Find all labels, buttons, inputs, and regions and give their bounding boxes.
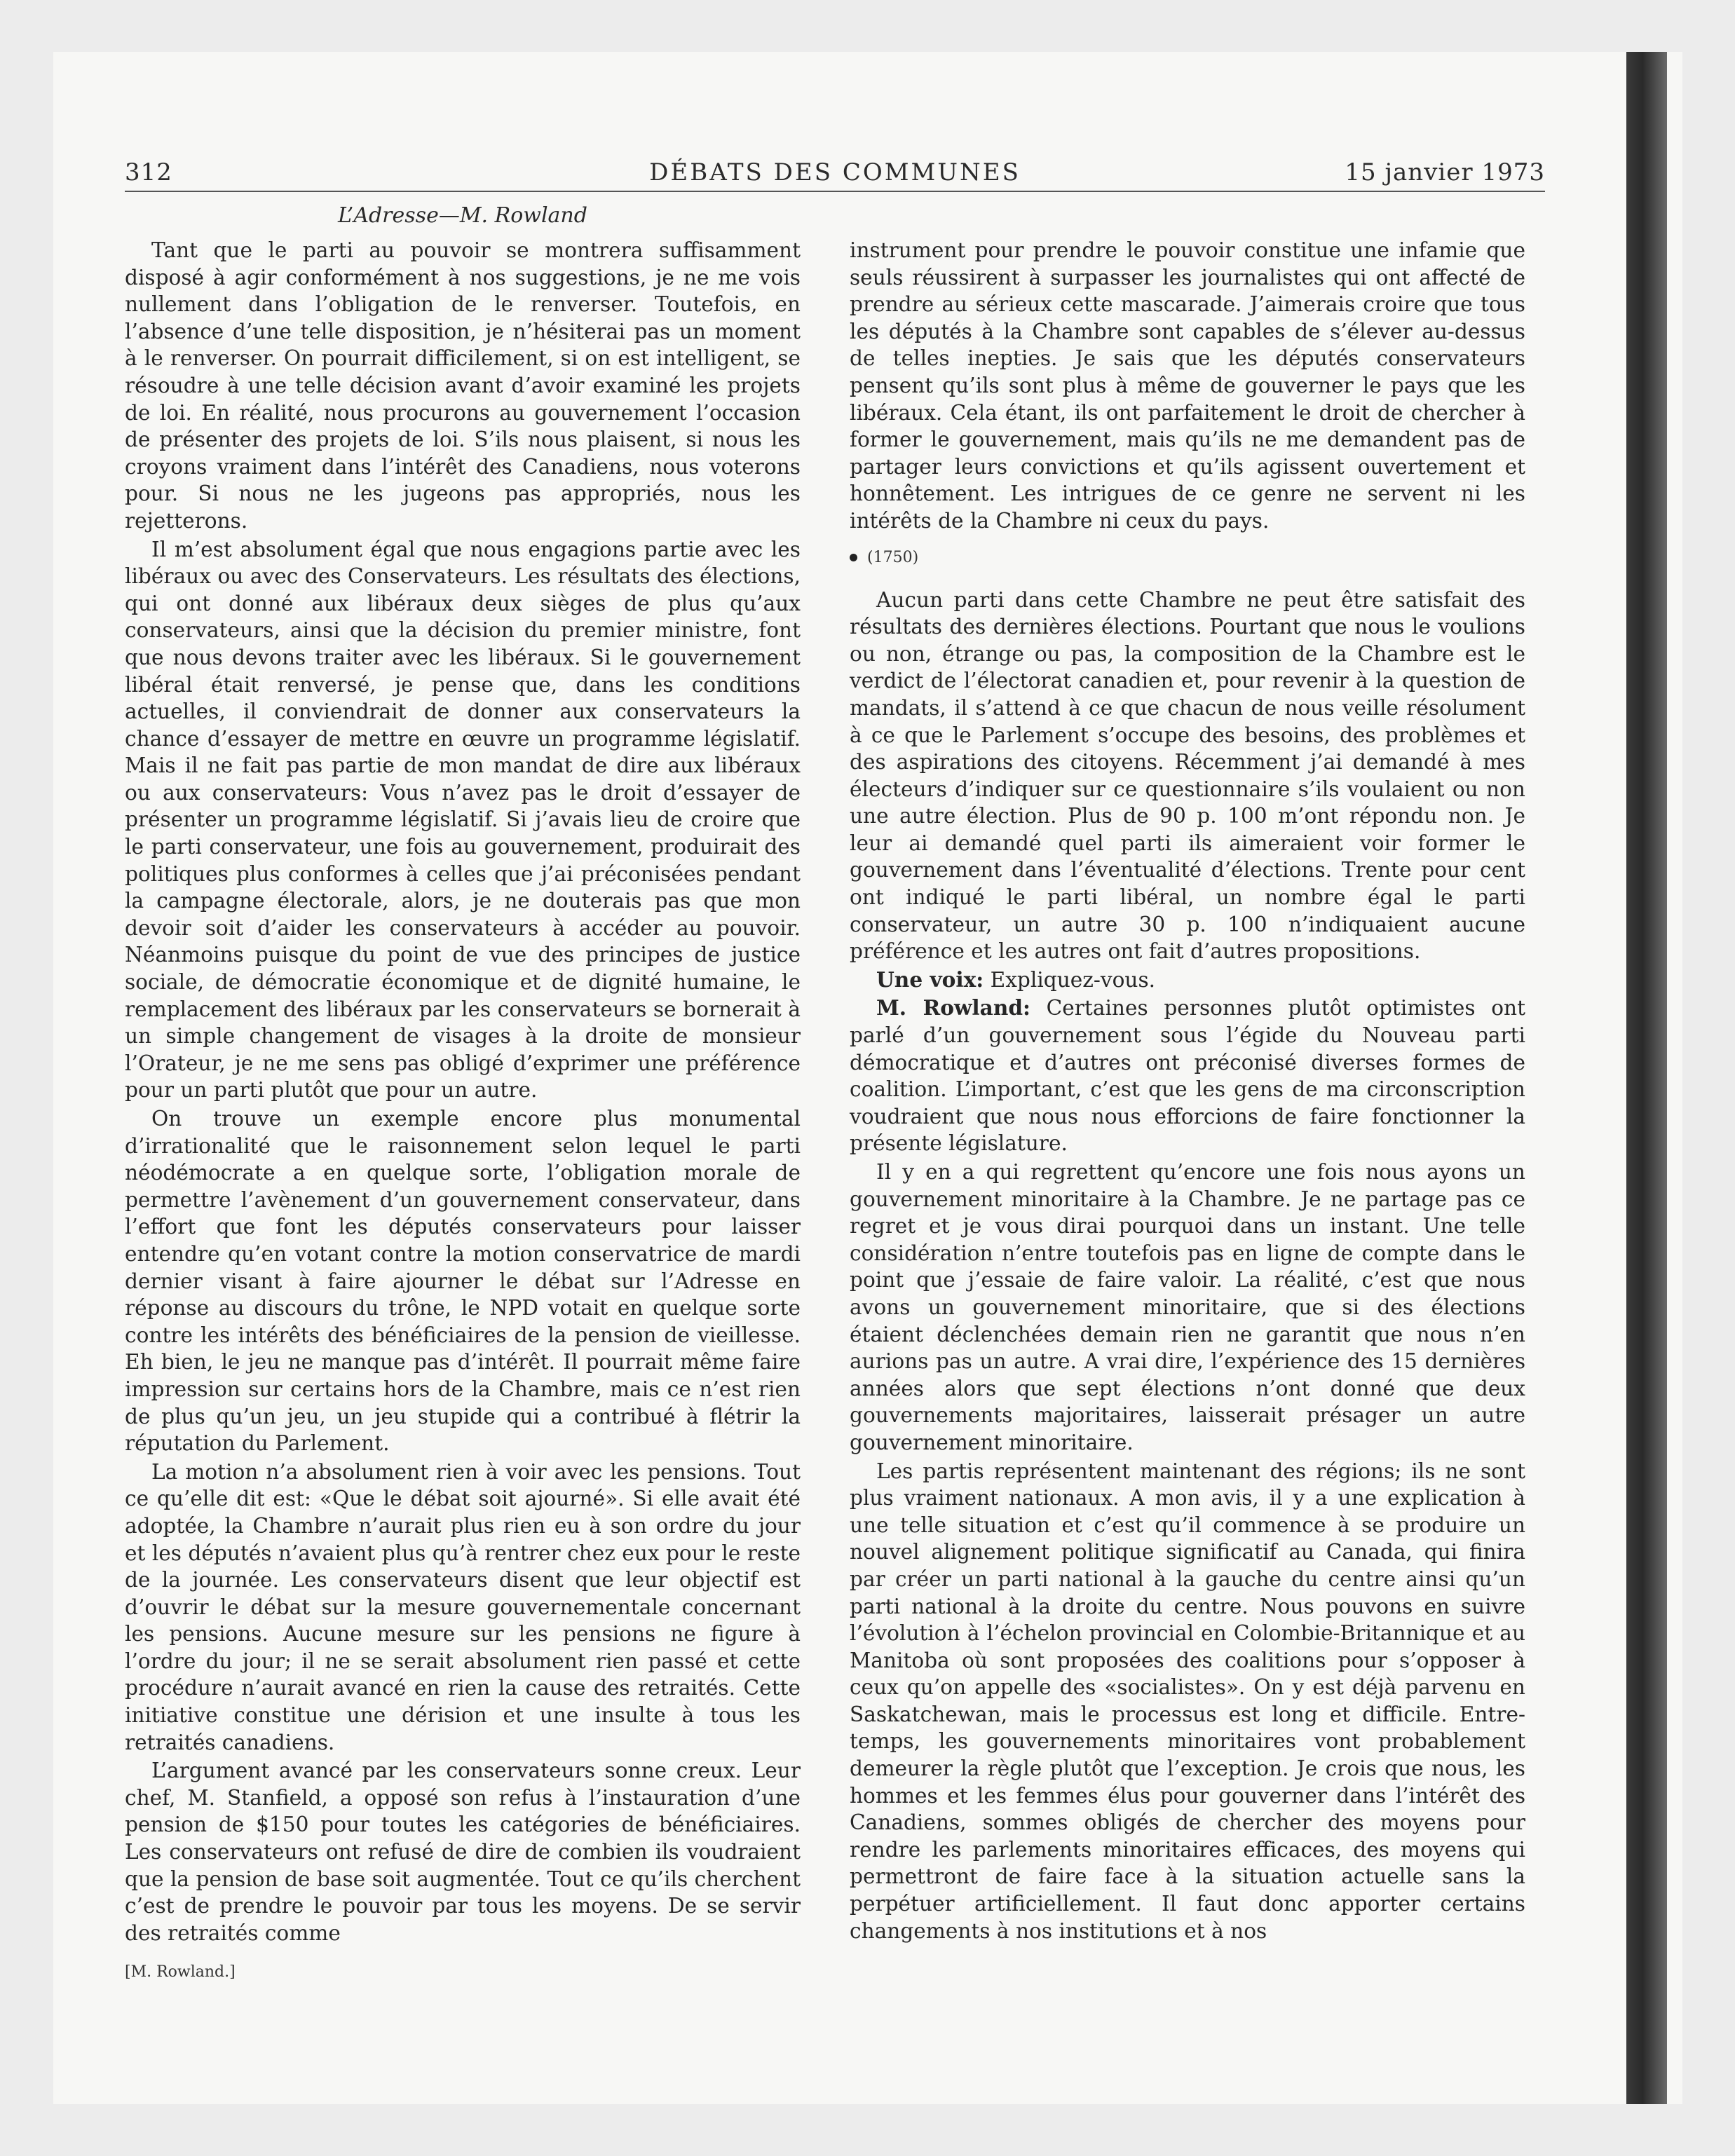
scan-binding-edge [1626, 52, 1667, 2104]
speaker-continuation-note: [M. Rowland.] [125, 1963, 236, 1981]
right-column [850, 237, 1525, 1946]
issue-date: 15 janvier 1973 [1345, 158, 1545, 186]
paragraph: Il m’est absolument égal que nous engagions partie avec les libéraux ou avec des Conservateurs. Les résultats des élections, qui ont donné aux libéraux deux sièges de plus qu’aux conservateurs, ainsi que la décision du premier ministre, font que nous devons traiter avec les libéraux. Si le gouvernement libéral était renversé, je pense que, dans les conditions actuelles, il conviendrait de donner aux conservateurs la chance d’essayer de mettre en œuvre un programme législatif. Mais il ne fait pas partie de mon mandat de dire aux libéraux ou aux conservateurs: Vous n’avez pas le droit d’essayer de présenter un programme législatif. Si j’avais lieu de croire que le parti conservateur, une fois au gouvernement, produirait des politiques plus conformes à celles que j’ai préconisées pendant la campagne électorale, alors, je ne douterais pas que mon devoir soit d’aider les conservateurs à accéder au pouvoir. Néanmoins puisque du point de vue des principes de justice sociale, de démocratie économique et de dignité humaine, le remplacement des libéraux par les conservateurs se bornerait à un simple changement de visages à la droite de monsieur l’Orateur, je ne me sens pas obligé d’exprimer une préférence pour un parti plutôt que pour un autre. [125, 537, 801, 1103]
left-column [125, 237, 801, 1986]
publication-title: DÉBATS DES COMMUNES [649, 158, 1021, 186]
time-marker [850, 545, 1525, 571]
bullet-icon [850, 554, 857, 561]
paragraph: instrument pour prendre le pouvoir constitue une infamie que seuls réussirent à surpasser les journalistes qui ont affecté de prendre au sérieux cette mascarade. J’aimerais croire que tous les députés à la Chambre sont capables de s’élever au-dessus de telles inepties. Je sais que les députés conservateurs pensent qu’ils sont plus à même de gouverner le pays que les libéraux. Cela étant, ils ont parfaitement le droit de chercher à former le gouvernement, mais qu’ils ne me demandent pas de partager leurs convictions et qu’ils agissent ouvertement et honnêtement. Les intrigues de ce genre ne servent ni les intérêts de la Chambre ni ceux du pays. [850, 238, 1525, 533]
paragraph: Il y en a qui regrettent qu’encore une fois nous ayons un gouvernement minoritaire à la Chambre. Je ne partage pas ce regret et je vous dirai pourquoi dans un instant. Une telle considération n’entre toutefois pas en ligne de compte dans le point que j’essaie de faire valoir. La réalité, c’est que nous avons un gouvernement minoritaire, que si des élections étaient déclenchées demain rien ne garantit que nous n’en aurions pas un autre. A vrai dire, l’expérience des 15 dernières années alors que sept élections n’ont donné que deux gouvernements majoritaires, laisserait présager un autre gouvernement minoritaire. [850, 1160, 1525, 1454]
speech-text: Certaines personnes plutôt optimistes ont parlé d’un gouvernement sous l’égide du Nouveau parti démocratique et d’autres ont préconisé diverses formes de coalition. L’important, c’est que les gens de ma circonscription voudraient que nous nous efforcions de faire fonctionner la présente législature. [850, 996, 1525, 1156]
speech-rowland [850, 995, 1525, 1157]
speaker-label: Une voix: [876, 967, 984, 992]
paragraph: L’argument avancé par les conservateurs sonne creux. Leur chef, M. Stanfield, a opposé son refus à l’instauration d’une pension de $150 pour toutes les catégories de bénéficiaires. Les conservateurs ont refusé de dire de combien ils voudraient que la pension de base soit augmentée. Tout ce qu’ils cherchent c’est de prendre le pouvoir par tous les moyens. De se servir des retraités comme [125, 1759, 801, 1945]
speech-text: Expliquez-vous. [984, 967, 1156, 992]
time-marker-text: (1750) [867, 548, 919, 566]
running-head [125, 149, 1545, 192]
paragraph: Les partis représentent maintenant des régions; ils ne sont plus vraiment nationaux. A mon avis, il y a une explication à une telle situation et c’est qu’il commence à se produire un nouvel alignement politique significatif au Canada, qui finira par créer un parti national à la gauche du centre ainsi qu’un parti national à la droite du centre. Nous pouvons en suivre l’évolution à l’échelon provincial en Colombie-Britannique et au Manitoba où sont proposées des coalitions pour s’opposer à ceux qu’on appelle des «socialistes». On y est déjà parvenu en Saskatchewan, mais le processus est long et difficile. Entre-temps, les gouvernements minoritaires vont probablement demeurer la règle plutôt que l’exception. Je crois que nous, les hommes et les femmes élus pour gouverner dans l’intérêt des Canadiens, sommes obligés de chercher des moyens pour rendre les parlements minoritaires efficaces, des moyens qui permettront de faire face à la situation actuelle sans la perpétuer artificiellement. Il faut donc apporter certains changements à nos institutions et à nos [850, 1459, 1525, 1943]
page-number: 312 [125, 158, 172, 186]
speaker-label: M. Rowland: [876, 995, 1030, 1021]
section-subhead: L’Adresse—M. Rowland [338, 203, 587, 228]
paragraph: On trouve un exemple encore plus monumental d’irrationalité que le raisonnement selon lequel le parti néodémocrate a en quelque sorte, l’obligation morale de permettre l’avènement d’un gouvernement conservateur, dans l’effort que font les députés conservateurs pour laisser entendre qu’en votant contre la motion conservatrice de mardi dernier visant à faire ajourner le débat sur l’Adresse en réponse au discours du trône, le NPD votait en quelque sorte contre les intérêts des bénéficiaires de la pension de vieillesse. Eh bien, le jeu ne manque pas d’intérêt. Il pourrait même faire impression sur certains hors de la Chambre, mais ce n’est rien de plus qu’un jeu, un jeu stupide qui a contribué à flétrir la réputation du Parlement. [125, 1107, 801, 1456]
paragraph: Tant que le parti au pouvoir se montrera suffisamment disposé à agir conformément à nos suggestions, je ne me vois nullement dans l’obligation de le renverser. Toutefois, en l’absence d’une telle disposition, je n’hésiterai pas un moment à le renverser. On pourrait difficilement, si on est intelligent, se résoudre à une telle décision avant d’avoir examiné les projets de loi. En réalité, nous procurons au gouvernement l’occasion de présenter des projets de loi. S’ils nous plaisent, si nous les croyons vraiment dans l’intérêt des Canadiens, nous voterons pour. Si nous ne les jugeons pas appropriés, nous les rejetterons. [125, 238, 801, 533]
paragraph: Aucun parti dans cette Chambre ne peut être satisfait des résultats des dernières élections. Pourtant que nous le voulions ou non, étrange ou pas, la composition de la Chambre est le verdict de l’électorat canadien et, pour revenir à la question de mandats, il s’attend à ce que chacun de nous veille résolument à ce que le Parlement s’occupe des besoins, des problèmes et des aspirations des citoyens. Récemment j’ai demandé à mes électeurs d’indiquer sur ce questionnaire s’ils voulaient ou non une autre élection. Plus de 90 p. 100 m’ont répondu non. Je leur ai demandé quel parti ils aimeraient voir former le gouvernement dans l’éventualité d’élections. Trente pour cent ont indiqué le parti libéral, un nombre égal le parti conservateur, un autre 30 p. 100 n’indiquaient aucune préférence et les autres ont fait d’autres propositions. [850, 587, 1525, 964]
speech-voice [850, 967, 1525, 994]
paragraph: La motion n’a absolument rien à voir avec les pensions. Tout ce qu’elle dit est: «Que le débat soit ajourné». Si elle avait été adoptée, la Chambre n’aurait plus rien eu à son ordre du jour et les députés n’avaient plus qu’à rentrer chez eux pour le reste de la journée. Les conservateurs disent que leur objectif est d’ouvrir le débat sur la mesure gouvernementale concernant les pensions. Aucune mesure sur les pensions ne figure à l’ordre du jour; il ne se serait absolument rien passé et cette procédure n’aurait avancé en rien la cause des retraités. Cette initiative constitue une dérision et une insulte à tous les retraités canadiens. [125, 1459, 801, 1754]
